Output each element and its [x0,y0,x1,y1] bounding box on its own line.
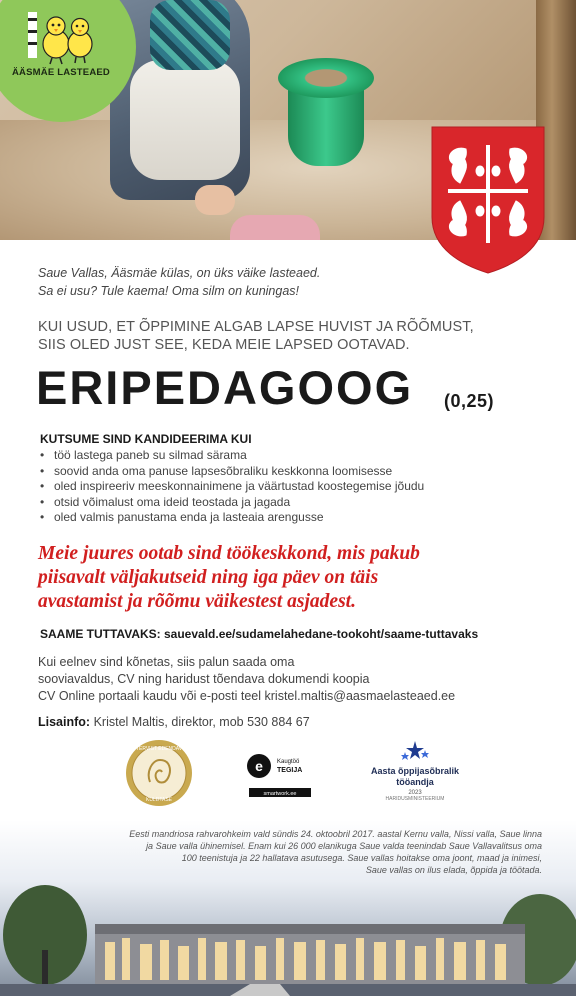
kaugtoo-tegija-badge [245,748,315,800]
child-hand [195,185,235,215]
healthy-kindergarten-badge [124,738,194,808]
building-photo [0,880,576,996]
list-item: • soovid anda oma panuse lapsesõbraliku keskkonna loomisesse [40,464,540,480]
badge-line1: Kaugtöö [277,759,300,765]
meet-link[interactable]: sauevald.ee/sudamelahedane-tookoht/saame-tuttavaks [164,627,479,641]
lead-text [38,318,558,354]
child-shoe [230,215,320,240]
footer [0,820,576,996]
intro-line: Sa ei usu? Tule kaema! Oma silm on kuningas! [38,284,300,298]
list-item: • oled valmis panustama enda ja lasteaia arengusse [40,510,540,526]
list-item: • otsid võimalust oma ideid teostada ja jagada [40,495,540,511]
badge-top-text: TERVIST EDENDAV [135,746,183,752]
apply-line: Kui eelnev sind kõnetas, siis palun saada oma [38,655,295,669]
apply-text [38,654,558,705]
meet-section [40,627,478,641]
meet-label: SAAME TUTTAVAKS: [40,627,161,641]
info-text: Kristel Maltis, direktor, mob 530 884 67 [93,715,310,729]
highlight-line: Meie juures ootab sind töökeskkond, mis pakub [38,543,420,564]
award-title-line: tööandja [396,777,434,787]
logo-name: ÄÄSMÄE LASTEAED [11,67,110,78]
lead-line: SIIS OLED JUST SEE, KEDA MEIE LAPSED OOTAVAD. [38,337,410,353]
contact-info [38,715,310,729]
job-workload: (0,25) [444,391,495,411]
highlight-text [38,542,558,614]
invite-heading: KUTSUME SIND KANDIDEERIMA KUI [40,432,252,446]
apply-line: sooviavaldus, CV ning haridust tõendava dokumendi koopia [38,672,370,686]
employer-award-badge [360,738,470,808]
highlight-line: avastamist ja rõõmu väikestest asjadest. [38,591,356,612]
list-item: • oled inspireeriv meeskonnainimene ja väärtustad koostegemise jõudu [40,479,540,495]
saue-coat-of-arms-icon [430,125,546,275]
svg-text:e: e [255,758,263,774]
apply-line: CV Online portaali kaudu või e-posti teel kristel.maltis@aasmaelasteaed.ee [38,689,456,703]
footer-line: Saue vallas on ilus elada, õppida ja töötada. [365,865,542,875]
info-label: Lisainfo: [38,715,91,729]
footer-text [42,828,542,876]
invite-list [40,448,540,526]
job-title: ERIPEDAGOOG [36,361,414,414]
badge-bottom-text: KULDTASE [145,797,173,803]
award-title-line: Aasta õppijasõbralik [370,766,460,776]
lead-line: KUI USUD, ET ÕPPIMINE ALGAB LAPSE HUVIST JA RÕÕMUST, [38,319,474,335]
footer-line: Eesti mandriosa rahvarohkeim vald sündis 24. oktoobril 2017. aastal Kernu valla, Nissi valla, Saue linna [129,829,542,839]
list-item: • töö lastega paneb su silmad särama [40,448,540,464]
footer-line: ja Saue valla ühinemisel. Enam kui 26 000 elanikuga Saue valda teenindab Saue Vallavalitsus oma [146,841,542,851]
stars-icon [400,740,430,766]
child-shirt [130,60,240,180]
badge-line2: TEGIJA [277,767,303,774]
award-org: HARIDUSMINISTEERIUM [385,796,445,802]
award-title [360,766,470,788]
footer-line: 100 teenistuja ja 22 hallatava asutusega. Saue vallas hoitakse oma joont, maad ja inimesi, [181,853,542,863]
green-bucket [278,58,374,166]
badge-line3: smartwork.ee [263,791,297,797]
highlight-line: piisavalt väljakutseid ning iga päev on täis [38,567,379,588]
intro-text [38,264,518,300]
award-year: 2023 [408,790,422,796]
intro-line: Saue Vallas, Ääsmäe külas, on üks väike lasteaed. [38,266,321,280]
child-scarf [150,0,230,70]
chicks-icon [22,6,102,66]
